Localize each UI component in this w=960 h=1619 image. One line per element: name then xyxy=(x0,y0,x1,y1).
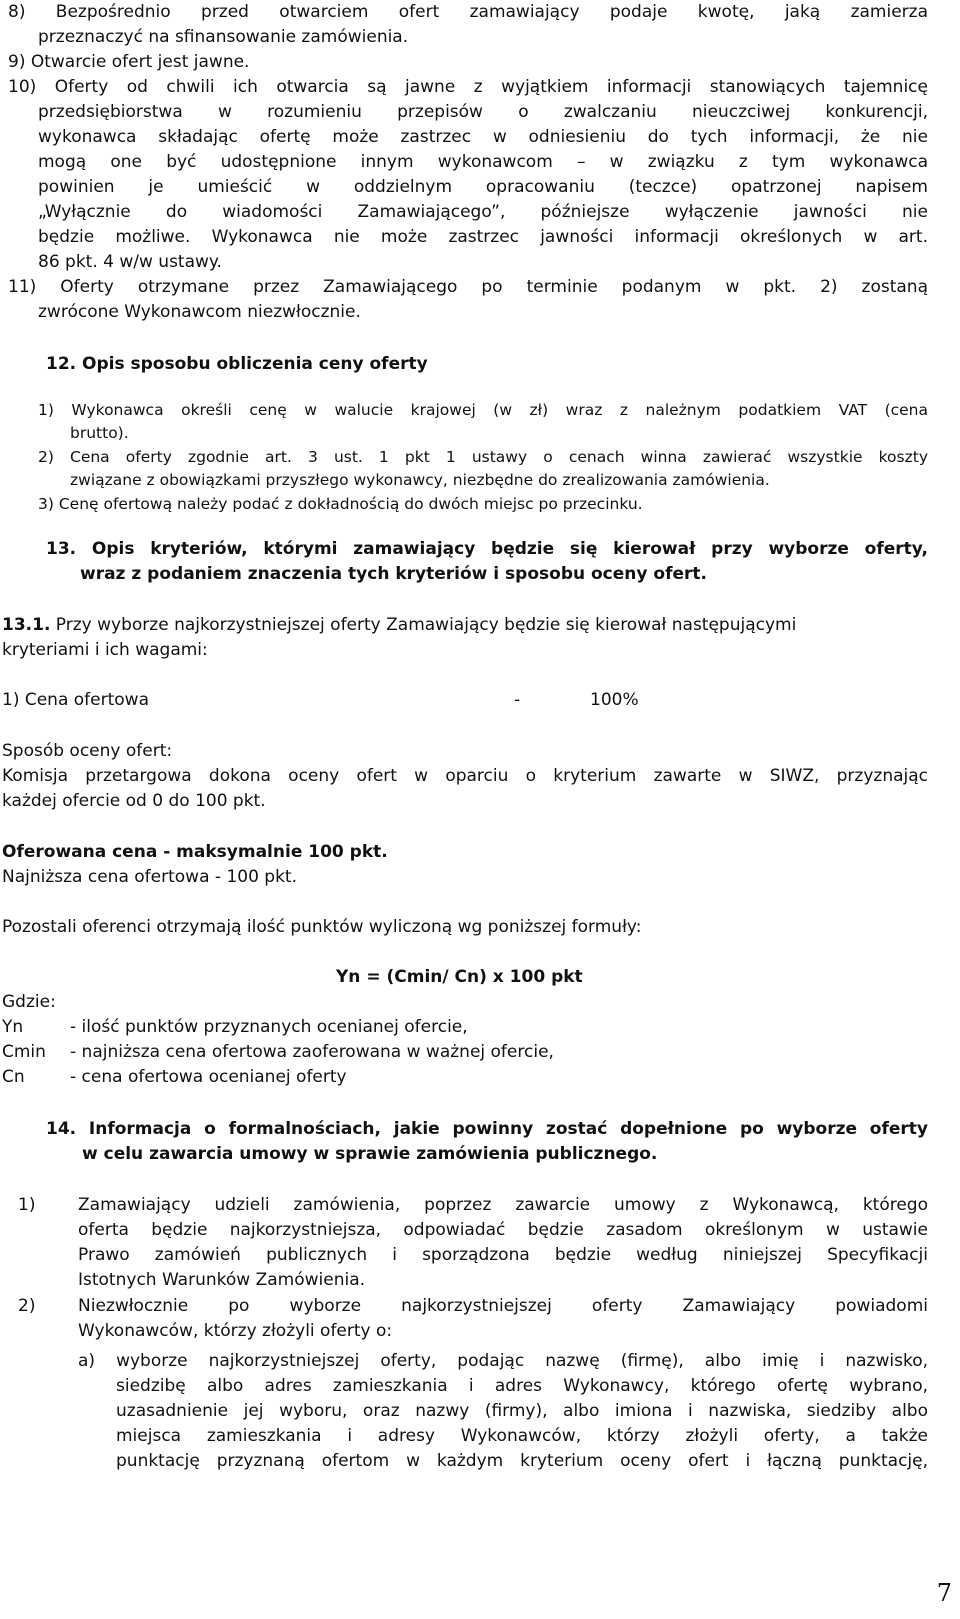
item-a-line-1: a) wyborze najkorzystniejszej oferty, podając nazwę (firmę), albo imię i nazwisko, xyxy=(78,1351,928,1371)
lowest-price-points: Najniższa cena ofertowa - 100 pkt. xyxy=(2,867,298,887)
section-14-item-2-number: 2) xyxy=(18,1296,36,1316)
committee-text-line-1: Komisja przetargowa dokona oceny ofert w oparciu o kryterium zawarte w SIWZ, przyznając xyxy=(2,766,928,786)
section-12-item-1-line-1: 1) Wykonawca określi cenę w walucie krajowej (w zł) wraz z należnym podatkiem VAT (cena xyxy=(38,401,928,419)
item-a-line-3: uzasadnienie jej wyboru, oraz nazwy (firmy), albo imiona i nazwiska, siedziby albo xyxy=(116,1401,928,1421)
section-14-item-1-number: 1) xyxy=(18,1195,36,1215)
section-12-item-2-line-1: 2) Cena oferty zgodnie art. 3 ust. 1 pkt 1 ustawy o cenach winna zawierać wszystkie koszty xyxy=(38,448,928,466)
criterion-dash: - xyxy=(514,690,521,710)
point-10-line-2: przedsiębiorstwa w rozumieniu przepisów o zwalczaniu nieuczciwej konkurencji, xyxy=(38,102,928,122)
section-14-item-2-line-1: Niezwłocznie po wyborze najkorzystniejszej oferty Zamawiający powiadomi xyxy=(78,1296,928,1316)
point-11-line-2: zwrócone Wykonawcom niezwłocznie. xyxy=(38,302,361,322)
scoring-formula: Yn = (Cmin/ Cn) x 100 pkt xyxy=(336,967,583,987)
section-14-item-1-line-4: Istotnych Warunków Zamówienia. xyxy=(78,1270,366,1290)
section-14-item-1-line-2: oferta będzie najkorzystniejsza, odpowiadać będzie zasadom określonym w ustawie xyxy=(78,1220,928,1240)
point-8-line-2: przeznaczyć na sfinansowanie zamówienia. xyxy=(38,27,409,47)
committee-text-line-2: każdej ofercie od 0 do 100 pkt. xyxy=(2,791,266,811)
criterion-weight: 100% xyxy=(590,690,639,710)
point-11-line-1: 11) Oferty otrzymane przez Zamawiającego po terminie podanym w pkt. 2) zostaną xyxy=(8,277,928,297)
cmin-symbol: Cmin xyxy=(2,1042,46,1062)
item-a-line-4: miejsca zamieszkania i adresy Wykonawców, którzy złożyli oferty, a także xyxy=(116,1426,928,1446)
section-13-1-number: 13.1. xyxy=(2,615,51,635)
point-9: 9) Otwarcie ofert jest jawne. xyxy=(8,52,250,72)
yn-symbol: Yn xyxy=(2,1017,24,1037)
point-8-line-1: 8) Bezpośrednio przed otwarciem ofert zamawiający podaje kwotę, jaką zamierza xyxy=(8,2,928,22)
offered-price-max: Oferowana cena - maksymalnie 100 pkt. xyxy=(2,842,388,862)
item-a-line-5: punktację przyznaną ofertom w każdym kryterium oceny ofert i łączną punktację, xyxy=(116,1451,928,1471)
section-12-item-1-line-2: brutto). xyxy=(70,424,129,442)
section-13-1-text: Przy wyborze najkorzystniejszej oferty Zamawiający będzie się kierował następującymi xyxy=(50,615,797,635)
point-10-line-3: wykonawca składając ofertę może zastrzec w odniesieniu do tych informacji, że nie xyxy=(38,127,928,147)
section-12-heading: 12. Opis sposobu obliczenia ceny oferty xyxy=(46,354,428,374)
yn-definition: - ilość punktów przyznanych ocenianej ofercie, xyxy=(70,1017,468,1037)
page-number: 7 xyxy=(936,1579,952,1607)
point-10-line-8: 86 pkt. 4 w/w ustawy. xyxy=(38,252,222,272)
section-14-heading-line-1: 14. Informacja o formalnościach, jakie powinny zostać dopełnione po wyborze oferty xyxy=(46,1119,928,1139)
section-12-item-2-line-2: związane z obowiązkami przyszłego wykonawcy, niezbędne do zrealizowania zamówienia. xyxy=(70,471,770,489)
section-12-item-3: 3) Cenę ofertową należy podać z dokładnością do dwóch miejsc po przecinku. xyxy=(38,495,643,513)
section-14-item-1-line-3: Prawo zamówień publicznych i sporządzona będzie według niniejszej Specyfikacji xyxy=(78,1245,928,1265)
section-13-heading-line-2: wraz z podaniem znaczenia tych kryteriów i sposobu oceny ofert. xyxy=(80,564,707,584)
section-13-heading-line-1: 13. Opis kryteriów, którymi zamawiający będzie się kierował przy wyborze oferty, xyxy=(46,539,928,559)
criterion-label: 1) Cena ofertowa xyxy=(2,690,149,710)
where-label: Gdzie: xyxy=(2,992,56,1012)
cn-symbol: Cn xyxy=(2,1067,25,1087)
item-a-line-2: siedzibę albo adres zamieszkania i adres Wykonawcy, którego ofertę wybrano, xyxy=(116,1376,928,1396)
point-10-line-5: powinien je umieścić w oddzielnym opracowaniu (teczce) opatrzonej napisem xyxy=(38,177,928,197)
point-10-line-1: 10) Oferty od chwili ich otwarcia są jawne z wyjątkiem informacji stanowiących tajemnicę xyxy=(8,77,928,97)
point-10-line-7: będzie możliwe. Wykonawca nie może zastrzec jawności informacji określonych w art. xyxy=(38,227,928,247)
section-14-item-2-line-2: Wykonawców, którzy złożyli oferty o: xyxy=(78,1321,393,1341)
section-13-1-line-1 xyxy=(2,613,928,638)
evaluation-method-label: Sposób oceny ofert: xyxy=(2,741,173,761)
formula-intro: Pozostali oferenci otrzymają ilość punktów wyliczoną wg poniższej formuły: xyxy=(2,917,642,937)
point-10-line-4: mogą one być udostępnione innym wykonawcom – w związku z tym wykonawca xyxy=(38,152,928,172)
section-13-1-line-2: kryteriami i ich wagami: xyxy=(2,640,208,660)
cmin-definition: - najniższa cena ofertowa zaoferowana w ważnej ofercie, xyxy=(70,1042,554,1062)
section-14-heading-line-2: w celu zawarcia umowy w sprawie zamówienia publicznego. xyxy=(82,1144,658,1164)
point-10-line-6: „Wyłącznie do wiadomości Zamawiającego”, późniejsze wyłączenie jawności nie xyxy=(38,202,928,222)
section-14-item-1-line-1: Zamawiający udzieli zamówienia, poprzez zawarcie umowy z Wykonawcą, którego xyxy=(78,1195,928,1215)
cn-definition: - cena ofertowa ocenianej oferty xyxy=(70,1067,347,1087)
